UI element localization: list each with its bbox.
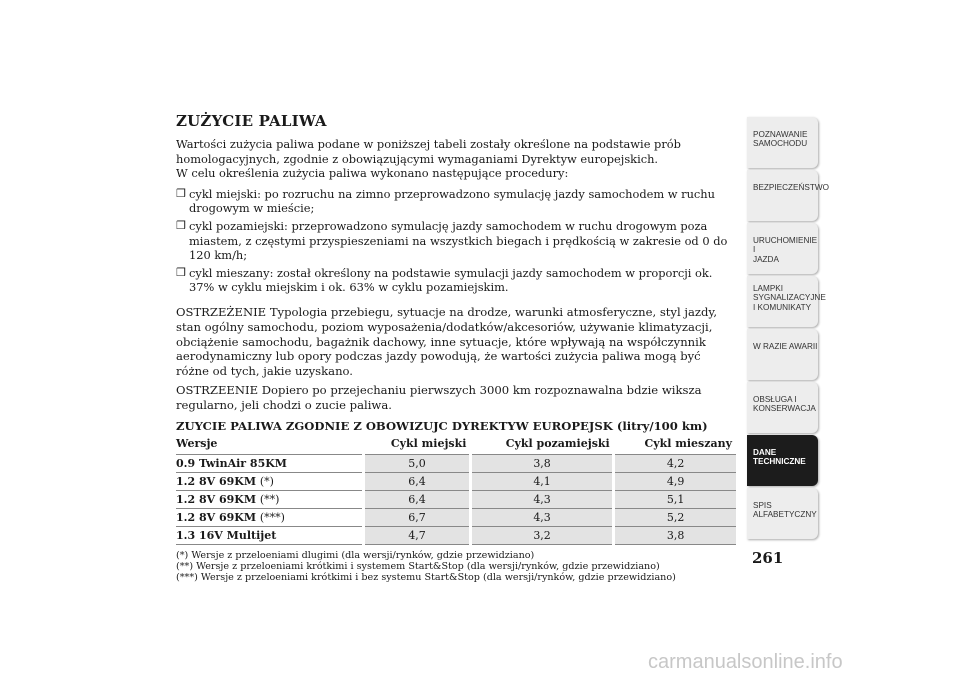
tab-poznawanie-samochodu[interactable] — [747, 117, 818, 168]
version-name: 1.2 8V 69KM — [176, 510, 257, 524]
tab-w-razie-awarii[interactable] — [747, 329, 818, 380]
column-header: Cykl pozamiejski — [505, 436, 610, 450]
main-content — [176, 112, 736, 584]
tab-label: KONSERWACJA — [753, 404, 816, 414]
checkbox-bullet-icon: ❒ — [176, 265, 186, 279]
tab-label: I KOMUNIKATY — [753, 302, 812, 312]
tab-dane-techniczne[interactable] — [747, 435, 818, 486]
tab-label: POZNAWANIE — [753, 130, 808, 139]
combined-cycle-cell: 5,1 — [614, 490, 736, 508]
version-name: 1.2 8V 69KM — [176, 492, 257, 506]
version-note: (**) — [259, 492, 280, 506]
tab-label: ALFABETYCZNY — [753, 510, 817, 520]
version-cell — [176, 526, 364, 544]
version-cell — [176, 454, 364, 472]
bullet-text: cykl pozamiejski: przeprowadzono symulację jazdy samochodem w ruchu drogowym poza miastem, z częstymi przyspieszeniami na wszystkich biegach i prędkością w zakresie od 0 do 120 km/h; — [189, 218, 728, 263]
tab-label: SAMOCHODU — [753, 139, 808, 149]
bullet-item — [176, 187, 736, 216]
column-header: Cykl miejski — [390, 436, 467, 450]
version-cell — [176, 490, 364, 508]
tab-label: TECHNICZNE — [753, 457, 806, 467]
bullet-text: cykl mieszany: został określony na podstawie symulacji jazdy samochodem w proporcji ok. 37% w cyklu miejskim i ok. 63% w cyklu pozamiejskim. — [189, 265, 713, 295]
combined-cycle-cell: 4,9 — [614, 472, 736, 490]
urban-cycle-cell: 6,7 — [364, 508, 471, 526]
column-header: Wersje — [176, 436, 218, 450]
urban-cycle-cell: 6,4 — [364, 490, 471, 508]
tab-label: DANE — [753, 448, 777, 457]
column-header: Cykl mieszany — [644, 436, 732, 450]
tab-label: LAMPKI — [753, 284, 784, 293]
extra-urban-cycle-cell: 4,3 — [470, 490, 613, 508]
tab-label: SPIS — [753, 501, 772, 510]
footnotes — [176, 550, 736, 584]
table-row — [176, 454, 736, 472]
fuel-consumption-table — [176, 435, 736, 545]
watermark: carmanualsonline.info — [648, 651, 843, 673]
tab-spis-alfabetyczny[interactable] — [747, 488, 818, 539]
tab-label: JAZDA — [753, 254, 779, 264]
combined-cycle-cell: 5,2 — [614, 508, 736, 526]
tab-label: W RAZIE AWARII — [753, 342, 818, 351]
tab-bezpieczenstwo[interactable] — [747, 170, 829, 221]
table-row — [176, 508, 736, 526]
intro-paragraph: Wartości zużycia paliwa podane w poniższej tabeli zostały określone na podstawie prób homologacyjnych, zgodnie z obowiązującymi wymaganiami Dyrektyw europejskich. — [176, 137, 681, 166]
table-row — [176, 526, 736, 544]
table-row — [176, 472, 736, 490]
urban-cycle-cell: 4,7 — [364, 526, 471, 544]
version-name: 1.2 8V 69KM — [176, 474, 257, 488]
bullet-text: cykl miejski: po rozruchu na zimno przeprowadzono symulację jazdy samochodem w ruchu drogowym w mieście; — [189, 186, 715, 216]
procedure-intro: W celu określenia zużycia paliwa wykonano następujące procedury: — [176, 166, 569, 181]
tab-label: BEZPIECZEŃSTWO — [753, 183, 829, 192]
page-number: 261 — [752, 549, 784, 567]
checkbox-bullet-icon: ❒ — [176, 186, 186, 200]
bullet-item — [176, 266, 736, 295]
table-title: ZUYCIE PALIWA ZGODNIE Z OBOWIZUJC DYREKTYW EUROPEJSK (litry/100 km) — [176, 418, 708, 433]
extra-urban-cycle-cell: 4,1 — [470, 472, 613, 490]
version-cell — [176, 472, 364, 490]
version-cell — [176, 508, 364, 526]
table-header-row — [176, 435, 736, 455]
version-name: 0.9 TwinAir 85KM — [176, 456, 287, 470]
extra-urban-cycle-cell: 4,3 — [470, 508, 613, 526]
version-name: 1.3 16V Multijet — [176, 528, 277, 542]
tab-uruchomienie-i-jazda[interactable] — [747, 223, 818, 274]
table-row — [176, 490, 736, 508]
version-note: (*) — [259, 474, 274, 488]
warning-paragraph: OSTRZEŻENIE Typologia przebiegu, sytuacje na drodze, warunki atmosferyczne, styl jazdy, stan ogólny samochodu, poziom wyposażenia/dodatków/akcesoriów, używanie klimatyzacji, obciążenie samochodu, bagażnik dachowy, inne sytuacje, które wpływają na współczynnik aerodynamiczny lub opory podczas jazdy powodują, że wartości zużycia paliwa mogą być różne od tych, jakie uzyskano. — [176, 304, 718, 379]
urban-cycle-cell: 5,0 — [364, 454, 471, 472]
tab-label: OBSŁUGA I — [753, 395, 797, 404]
tab-label: URUCHOMIENIE I — [753, 236, 818, 255]
extra-urban-cycle-cell: 3,8 — [470, 454, 613, 472]
footnote: (**) Wersje z przeloeniami krótkimi i systemem Start&Stop (dla wersji/rynków, gdzie przewidziano) — [176, 560, 660, 572]
tab-obsluga-i-konserwacja[interactable] — [747, 382, 818, 433]
bullet-item — [176, 219, 736, 263]
combined-cycle-cell: 4,2 — [614, 454, 736, 472]
footnote: (***) Wersje z przeloeniami krótkimi i bez systemu Start&Stop (dla wersji/rynków, gdzie przewidziano) — [176, 572, 676, 584]
checkbox-bullet-icon: ❒ — [176, 218, 186, 232]
footnote: (*) Wersje z przeloeniami dlugimi (dla wersji/rynków, gdzie przewidziano) — [176, 549, 535, 561]
chapter-tabs — [747, 117, 829, 541]
version-note: (***) — [259, 510, 285, 524]
page-title: ZUŻYCIE PALIWA — [176, 112, 327, 130]
tab-label: SYGNALIZACYJNE — [753, 293, 826, 303]
combined-cycle-cell: 3,8 — [614, 526, 736, 544]
tab-lampki-sygnalizacyjne[interactable] — [747, 276, 826, 327]
warning-paragraph-2: OSTRZEENIE Dopiero po przejechaniu pierwszych 3000 km rozpoznawalna bdzie wiksza regularno, jeli chodzi o zucie paliwa. — [176, 382, 702, 412]
urban-cycle-cell: 6,4 — [364, 472, 471, 490]
extra-urban-cycle-cell: 3,2 — [470, 526, 613, 544]
